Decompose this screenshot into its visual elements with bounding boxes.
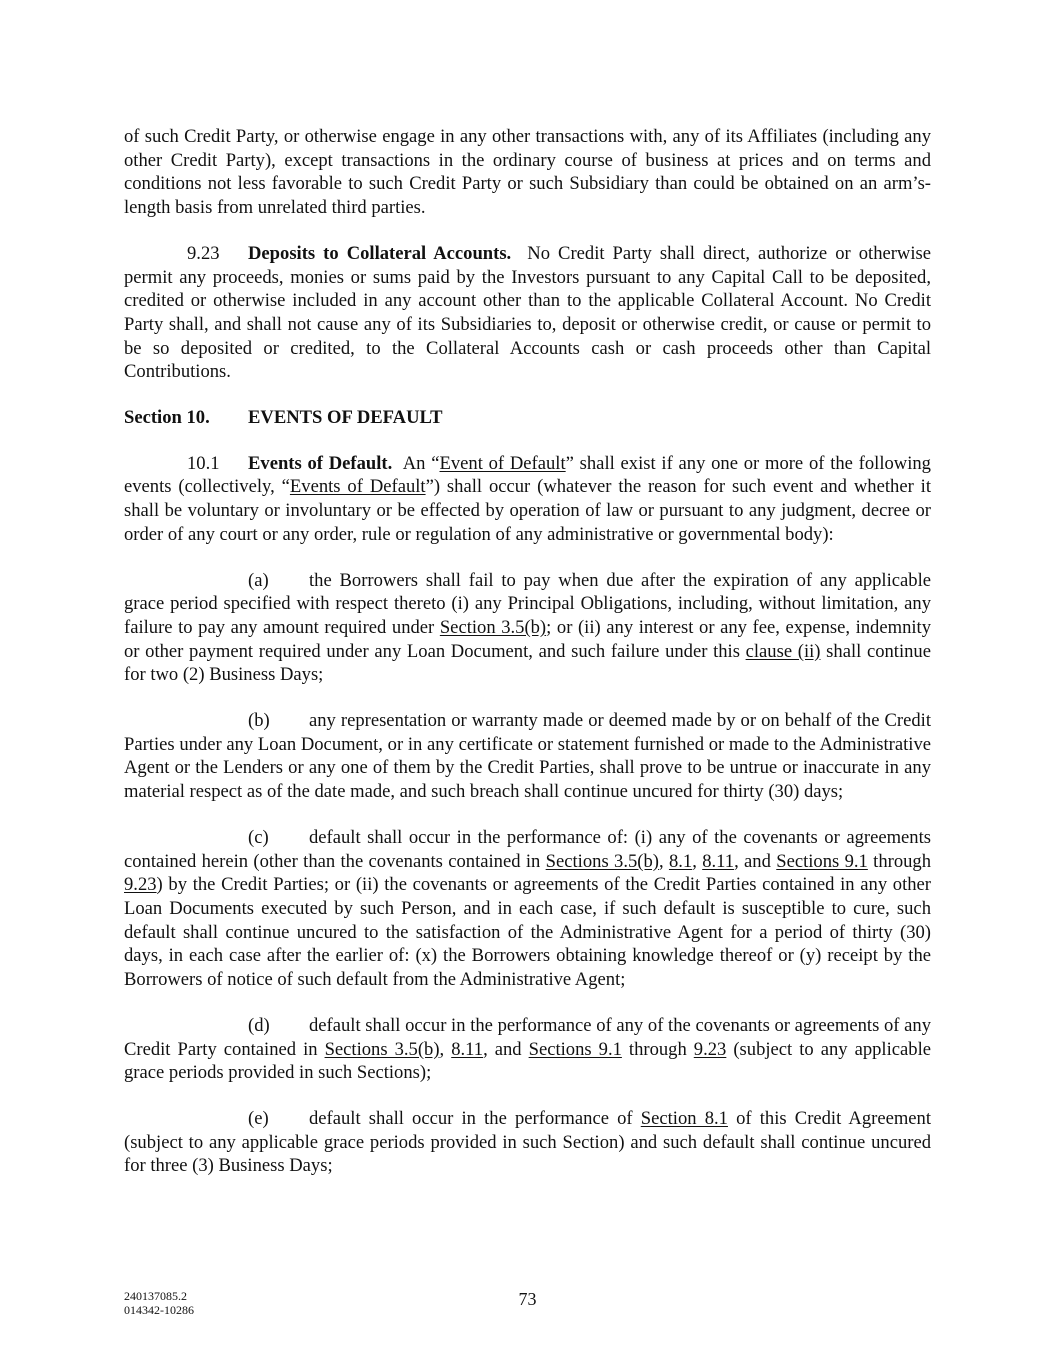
clause-a: (a) the Borrowers shall fail to pay when due after the expiration of any applicable grace period specified with respect thereto (i) any Principal Obligations, including, without limitation, any failure to pay any amount required under Section 3.5(b); or (ii) any interest or any fee, expense, indemnity or other payment required under any Loan Document, and such failure under this clause (ii) shall continue for two (2) Business Days;	[124, 569, 931, 686]
defined-term: Event of Default	[439, 452, 566, 474]
clause-label: (b)	[248, 710, 270, 732]
paragraph-continuation: of such Credit Party, or otherwise engage in any other transactions with, any of its Affiliates (including any other Credit Party), except transactions in the ordinary course of business at prices and on terms and conditions not less favorable to such Credit Party or such Subsidiary than could be obtained on an arm’s-length basis from unrelated third parties.	[124, 126, 931, 219]
clause-b: (b) any representation or warranty made or deemed made by or on behalf of the Credit Parties under any Loan Document, or in any certificate or statement furnished or made to the Administrative Agent or the Lenders or any one of them by the Credit Parties, shall prove to be untrue or inaccurate in any material respect as of the date made, and such breach shall continue uncured for thirty (30) days;	[124, 710, 931, 803]
cross-reference: Sections 9.1	[776, 850, 868, 872]
document-body	[124, 125, 931, 1178]
clause-label: (a)	[248, 569, 269, 591]
cross-reference: 8.11	[451, 1038, 484, 1060]
cross-reference: 8.11	[702, 850, 735, 872]
footer-doc-id: 240137085.2	[124, 1289, 187, 1303]
section-number: 10.1	[187, 452, 220, 474]
clause-label: (e)	[248, 1107, 269, 1129]
cross-reference: 8.1	[668, 850, 693, 872]
clause-label: (c)	[248, 826, 269, 848]
section-10-1: 10.1 Events of Default. An “Event of Default” shall exist if any one or more of the following events (collectively, “Events of Default”) shall occur (whatever the reason for such event and whether it shall be voluntary or involuntary or be effected by operation of law or pursuant to any judgment, decree or order of any court or any order, rule or regulation of any administrative or governmental body):	[124, 452, 931, 545]
section-9-23: 9.23 Deposits to Collateral Accounts. No Credit Party shall direct, authorize or otherwise permit any proceeds, monies or sums paid by the Investors pursuant to any Capital Call to be deposited, credited or otherwise included in any account other than to the applicable Collateral Account. No Credit Party shall, and shall not cause any of its Subsidiaries to, deposit or otherwise credit, or cause or permit to be so deposited or credited, to the Collateral Accounts cash or cash proceeds other than Capital Contributions.	[124, 242, 932, 383]
page-number: 73	[518, 1289, 537, 1309]
cross-reference: Section 3.5(b)	[439, 616, 547, 638]
clause-c: (c) default shall occur in the performance of: (i) any of the covenants or agreements contained herein (other than the covenants contained in Sections 3.5(b), 8.1, 8.11, and Sections 9.1 through 9.23) by the Credit Parties; or (ii) the covenants or agreements of the Credit Parties contained in any other Loan Documents executed by such Person, and in each case, if such default is susceptible to cure, such default shall continue uncured to the satisfaction of the Administrative Agent for a period of thirty (30) days, in each case after the earlier of: (x) the Borrowers obtaining knowledge thereof or (y) receipt by the Borrowers of notice of such default from the Administrative Agent;	[124, 826, 932, 991]
cross-reference: clause (ii)	[745, 640, 821, 662]
section-heading: Events of Default.	[248, 452, 393, 474]
cross-reference: 9.23	[693, 1038, 727, 1060]
defined-term: Events of Default	[289, 476, 426, 498]
section-10-heading: Section 10. EVENTS OF DEFAULT	[124, 407, 443, 429]
cross-reference: Sections 3.5(b)	[545, 850, 659, 872]
clause-e: (e) default shall occur in the performance of Section 8.1 of this Credit Agreement (subject to any applicable grace periods provided in such Section) and such default shall continue uncured for three (3) Business Days;	[124, 1107, 931, 1177]
cross-reference: Sections 9.1	[528, 1038, 622, 1060]
clause-label: (d)	[248, 1014, 270, 1036]
cross-reference: Section 8.1	[640, 1107, 728, 1129]
section-number: 9.23	[187, 242, 220, 264]
cross-reference: Sections 3.5(b)	[324, 1038, 440, 1060]
cross-reference: 9.23	[124, 874, 157, 896]
clause-d: (d) default shall occur in the performance of any of the covenants or agreements of any Credit Party contained in Sections 3.5(b), 8.11, and Sections 9.1 through 9.23 (subject to any applicable grace periods provided in such Sections);	[124, 1014, 931, 1084]
footer-matter-id: 014342-10286	[124, 1303, 194, 1317]
section-heading: Deposits to Collateral Accounts.	[248, 242, 512, 264]
